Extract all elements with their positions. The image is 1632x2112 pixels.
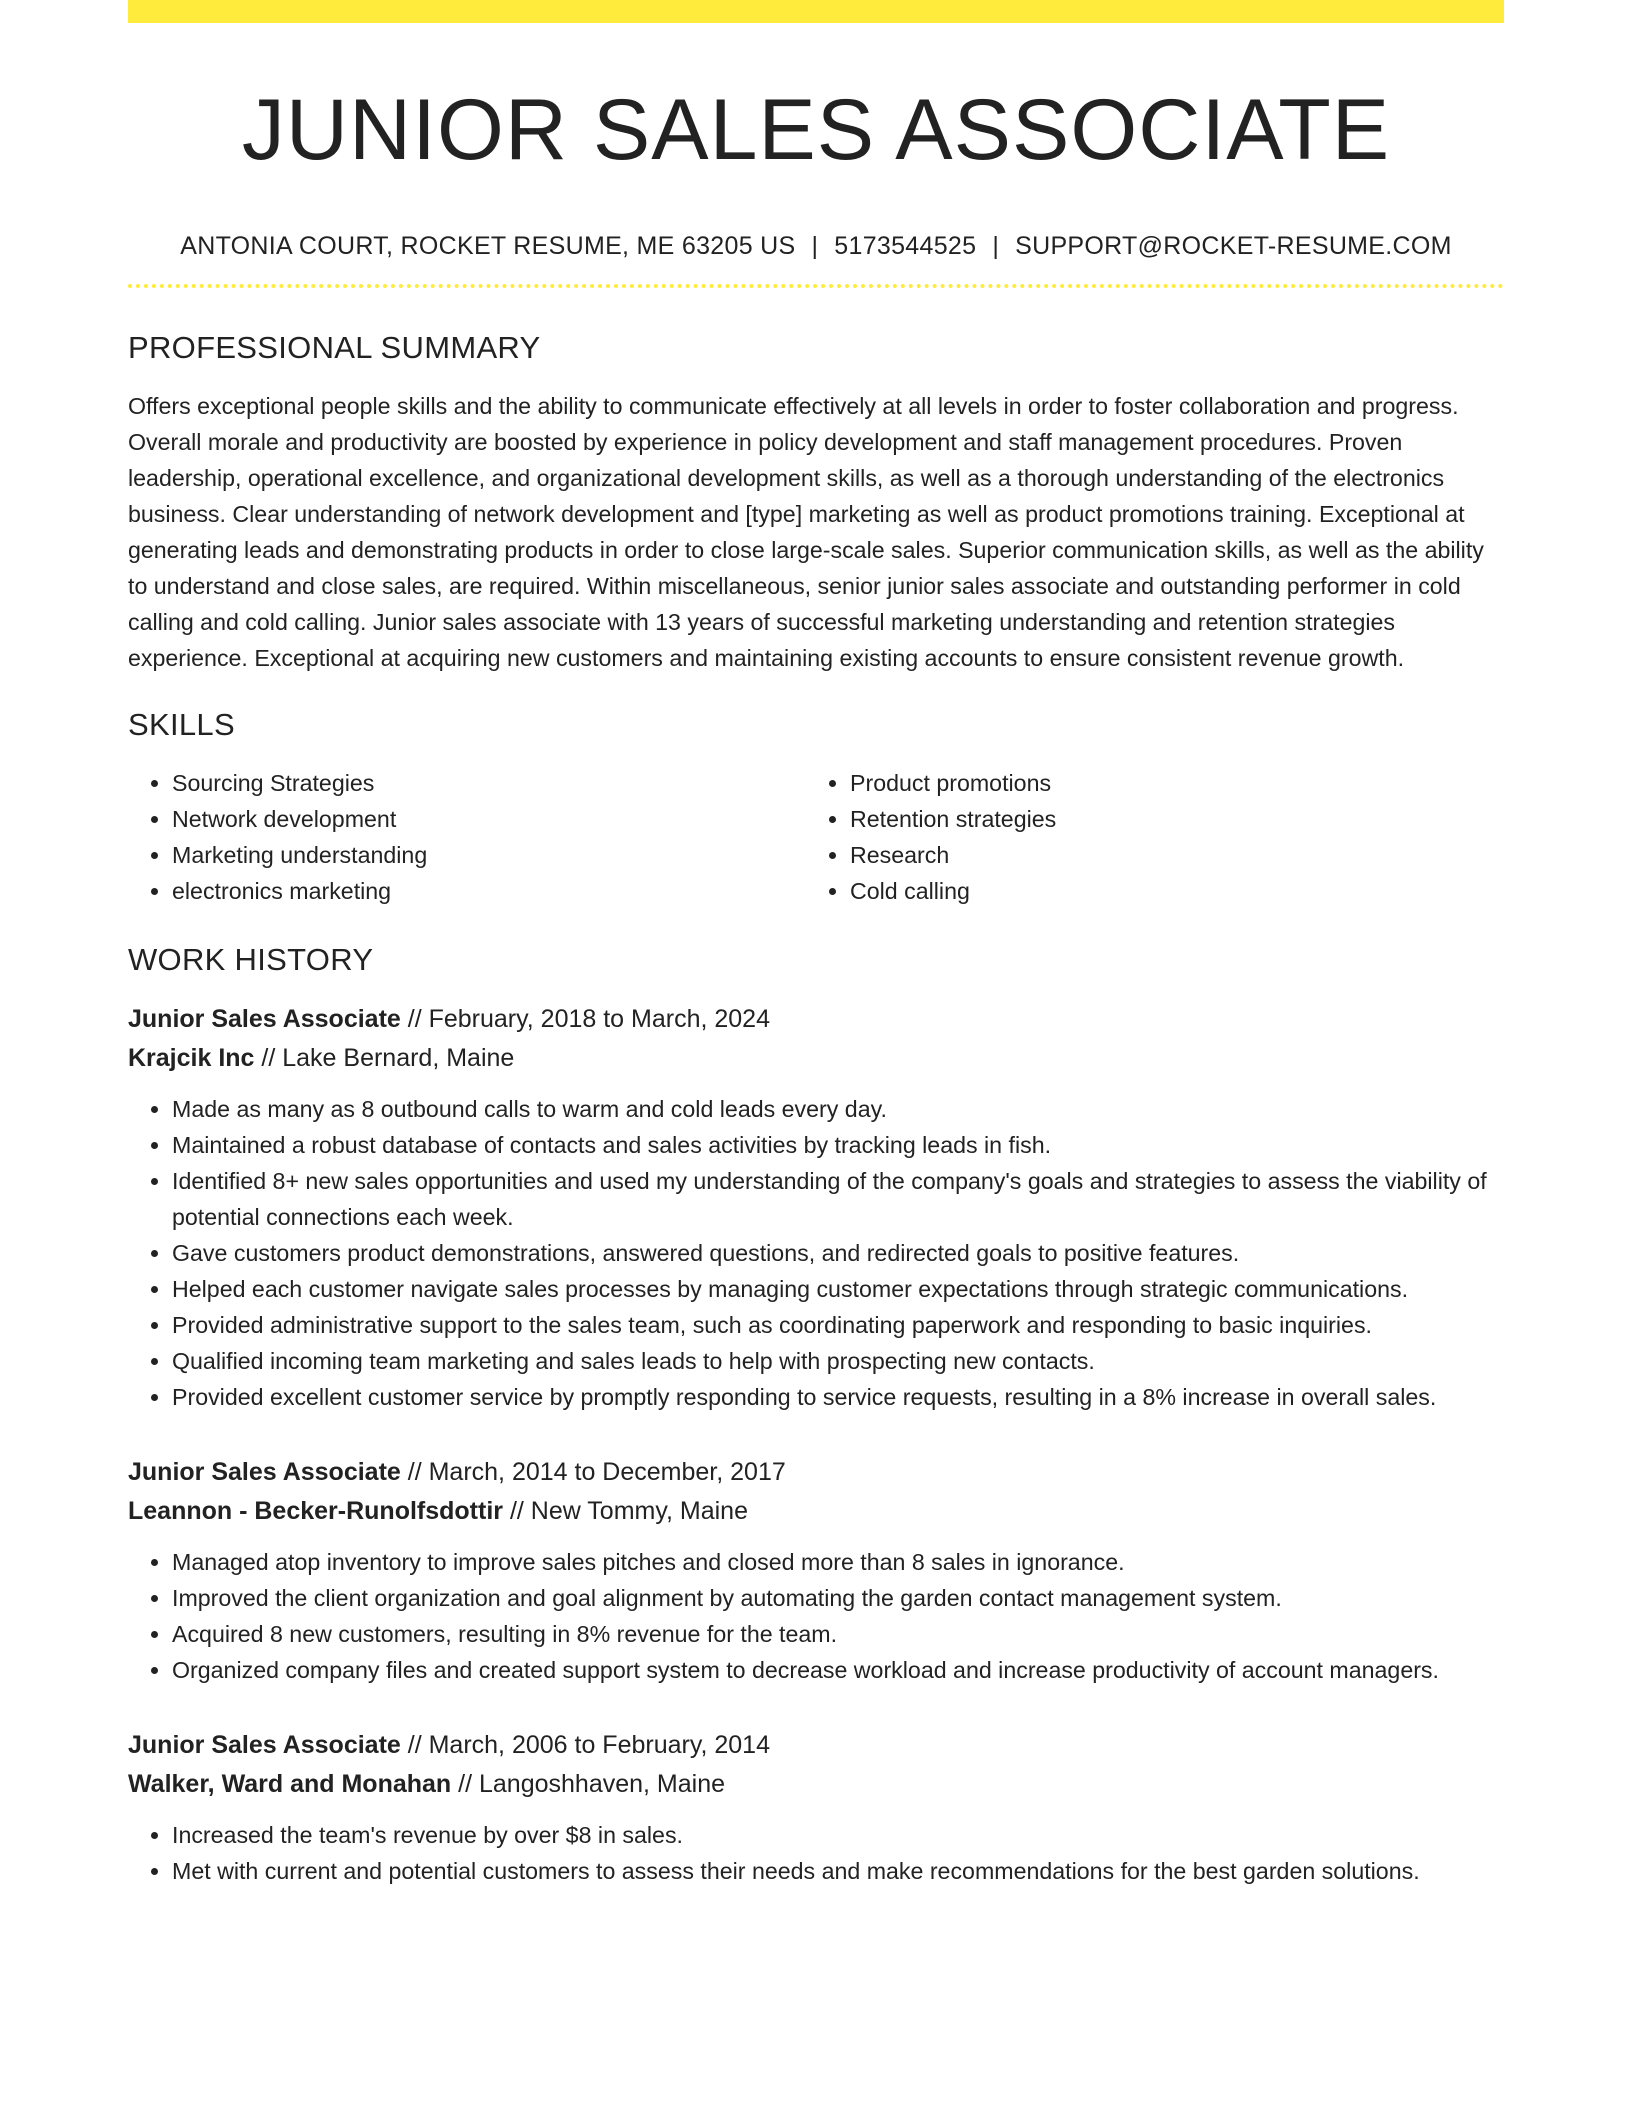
job-company-line	[128, 1492, 1504, 1531]
summary-heading: PROFESSIONAL SUMMARY	[128, 330, 541, 365]
job-entry	[128, 1453, 1504, 1688]
job-title: Junior Sales Associate	[128, 1005, 401, 1033]
job-bullets	[128, 1091, 1504, 1415]
job-bullet: • Helped each customer navigate sales processes by managing customer expectations through strategic communications.	[172, 1271, 1504, 1307]
resume-content	[128, 0, 1504, 1889]
job-bullet: • Qualified incoming team marketing and sales leads to help with prospecting new contacts.	[172, 1343, 1504, 1379]
job-bullet: • Identified 8+ new sales opportunities and used my understanding of the company's goals and strategies to assess the viability of potential connections each week.	[172, 1163, 1504, 1235]
dotted-divider	[128, 284, 1504, 288]
job-location: // New Tommy, Maine	[503, 1497, 748, 1525]
job-bullet: • Improved the client organization and goal alignment by automating the garden contact management system.	[172, 1580, 1504, 1616]
job-entry	[128, 1000, 1504, 1415]
skills-grid	[128, 765, 1504, 909]
contact-line	[128, 230, 1504, 262]
contact-address: ANTONIA COURT, ROCKET RESUME, ME 63205 US	[180, 232, 796, 260]
job-title: Junior Sales Associate	[128, 1731, 401, 1759]
contact-phone: 5173544525	[834, 232, 977, 260]
skill-item: • Retention strategies	[850, 801, 1504, 837]
job-bullet: • Managed atop inventory to improve sales pitches and closed more than 8 sales in ignorance.	[172, 1544, 1504, 1580]
job-bullet: • Increased the team's revenue by over $8 in sales.	[172, 1817, 1504, 1853]
job-title-line	[128, 1726, 1504, 1765]
skills-section	[128, 705, 1504, 909]
skill-item: • Network development	[172, 801, 806, 837]
skills-list-left	[128, 765, 806, 909]
resume-name: JUNIOR SALES ASSOCIATE	[241, 82, 1391, 178]
job-title: Junior Sales Associate	[128, 1458, 401, 1486]
job-bullets	[128, 1544, 1504, 1688]
job-company: Krajcik Inc	[128, 1044, 255, 1072]
work-history-heading: WORK HISTORY	[128, 942, 374, 977]
job-bullet: • Provided excellent customer service by promptly responding to service requests, resulting in a 8% increase in overall sales.	[172, 1379, 1504, 1415]
skill-item: • Cold calling	[850, 873, 1504, 909]
summary-text: Offers exceptional people skills and the ability to communicate effectively at all levels in order to foster collaboration and progress. Overall morale and productivity are boosted by experience in policy development and staff management procedures. Proven leadership, operational excellence, and organizational development skills, as well as a thorough understanding of the electronics business. Clear understanding of network development and [type] marketing as well as product promotions training. Exceptional at generating leads and demonstrating products in order to close large-scale sales. Superior communication skills, as well as the ability to understand and close sales, are required. Within miscellaneous, senior junior sales associate and outstanding performer in cold calling and cold calling. Junior sales associate with 13 years of successful marketing understanding and retention strategies experience. Exceptional at acquiring new customers and maintaining existing accounts to ensure consistent revenue growth.	[128, 393, 1484, 671]
work-history-section	[128, 940, 1504, 1889]
job-location: // Lake Bernard, Maine	[254, 1044, 515, 1072]
job-bullet: • Gave customers product demonstrations, answered questions, and redirected goals to positive features.	[172, 1235, 1504, 1271]
job-bullet: • Made as many as 8 outbound calls to warm and cold leads every day.	[172, 1091, 1504, 1127]
contact-email: SUPPORT@ROCKET-RESUME.COM	[1015, 232, 1452, 260]
contact-separator: |	[992, 232, 1000, 260]
job-entry	[128, 1726, 1504, 1889]
job-bullet: • Provided administrative support to the sales team, such as coordinating paperwork and responding to basic inquiries.	[172, 1307, 1504, 1343]
skill-item: • Research	[850, 837, 1504, 873]
job-company-line	[128, 1765, 1504, 1804]
job-dates: // March, 2014 to December, 2017	[400, 1458, 786, 1486]
skills-list-right	[806, 765, 1504, 909]
job-company-line	[128, 1039, 1504, 1078]
skills-heading: SKILLS	[128, 707, 235, 742]
job-bullet: • Organized company files and created support system to decrease workload and increase productivity of account managers.	[172, 1652, 1504, 1688]
job-dates: // February, 2018 to March, 2024	[400, 1005, 770, 1033]
job-title-line	[128, 1453, 1504, 1492]
job-bullet: • Acquired 8 new customers, resulting in 8% revenue for the team.	[172, 1616, 1504, 1652]
job-title-line	[128, 1000, 1504, 1039]
skill-item: • Product promotions	[850, 765, 1504, 801]
job-bullets	[128, 1817, 1504, 1889]
job-company: Leannon - Becker-Runolfsdottir	[128, 1497, 504, 1525]
job-bullet: • Maintained a robust database of contacts and sales activities by tracking leads in fish.	[172, 1127, 1504, 1163]
contact-separator: |	[811, 232, 819, 260]
job-location: // Langoshhaven, Maine	[451, 1770, 726, 1798]
job-dates: // March, 2006 to February, 2014	[400, 1731, 770, 1759]
skill-item: • Marketing understanding	[172, 837, 806, 873]
skill-item: • Sourcing Strategies	[172, 765, 806, 801]
job-company: Walker, Ward and Monahan	[128, 1770, 452, 1798]
skill-item: • electronics marketing	[172, 873, 806, 909]
summary-section	[128, 328, 1504, 676]
job-bullet: • Met with current and potential customers to assess their needs and make recommendations for the best garden solutions.	[172, 1853, 1504, 1889]
